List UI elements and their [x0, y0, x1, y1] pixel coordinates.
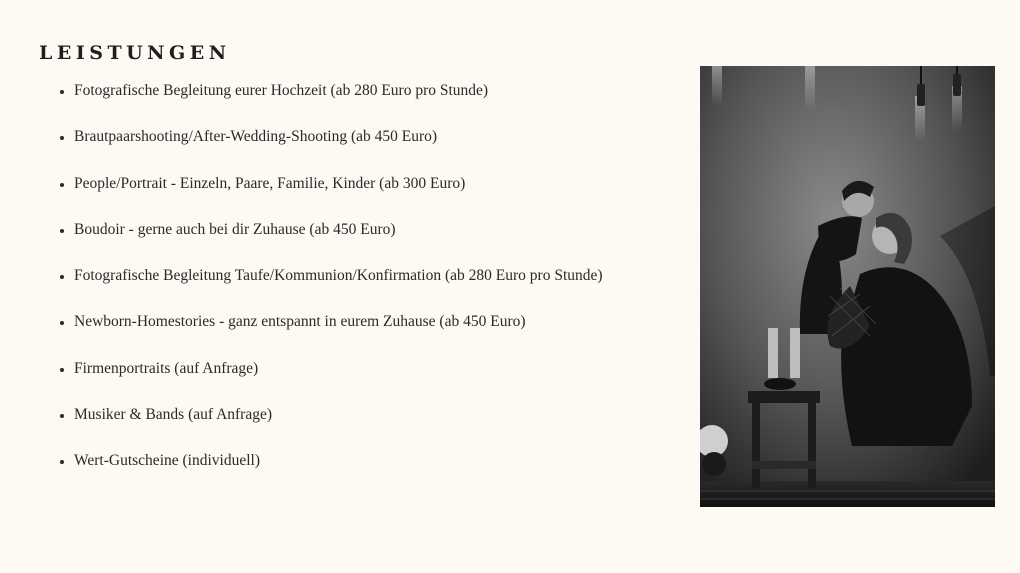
services-list: [58, 80, 603, 497]
list-item: • People/Portrait - Einzeln, Paare, Familie, Kinder (ab 300 Euro): [74, 173, 603, 219]
list-item: • Wert-Gutscheine (individuell): [74, 450, 603, 496]
list-item: • Fotografische Begleitung eurer Hochzeit (ab 280 Euro pro Stunde): [74, 80, 603, 126]
list-item: • Newborn-Homestories - ganz entspannt in eurem Zuhause (ab 450 Euro): [74, 311, 603, 357]
list-item: • Firmenportraits (auf Anfrage): [74, 358, 603, 404]
list-item: • Fotografische Begleitung Taufe/Kommunion/Konfirmation (ab 280 Euro pro Stunde): [74, 265, 603, 311]
list-item: • Musiker & Bands (auf Anfrage): [74, 404, 603, 450]
list-item: • Brautpaarshooting/After-Wedding-Shooting (ab 450 Euro): [74, 126, 603, 172]
portrait-photo: [700, 66, 995, 507]
list-item: • Boudoir - gerne auch bei dir Zuhause (ab 450 Euro): [74, 219, 603, 265]
page-title: LEISTUNGEN: [39, 42, 231, 64]
